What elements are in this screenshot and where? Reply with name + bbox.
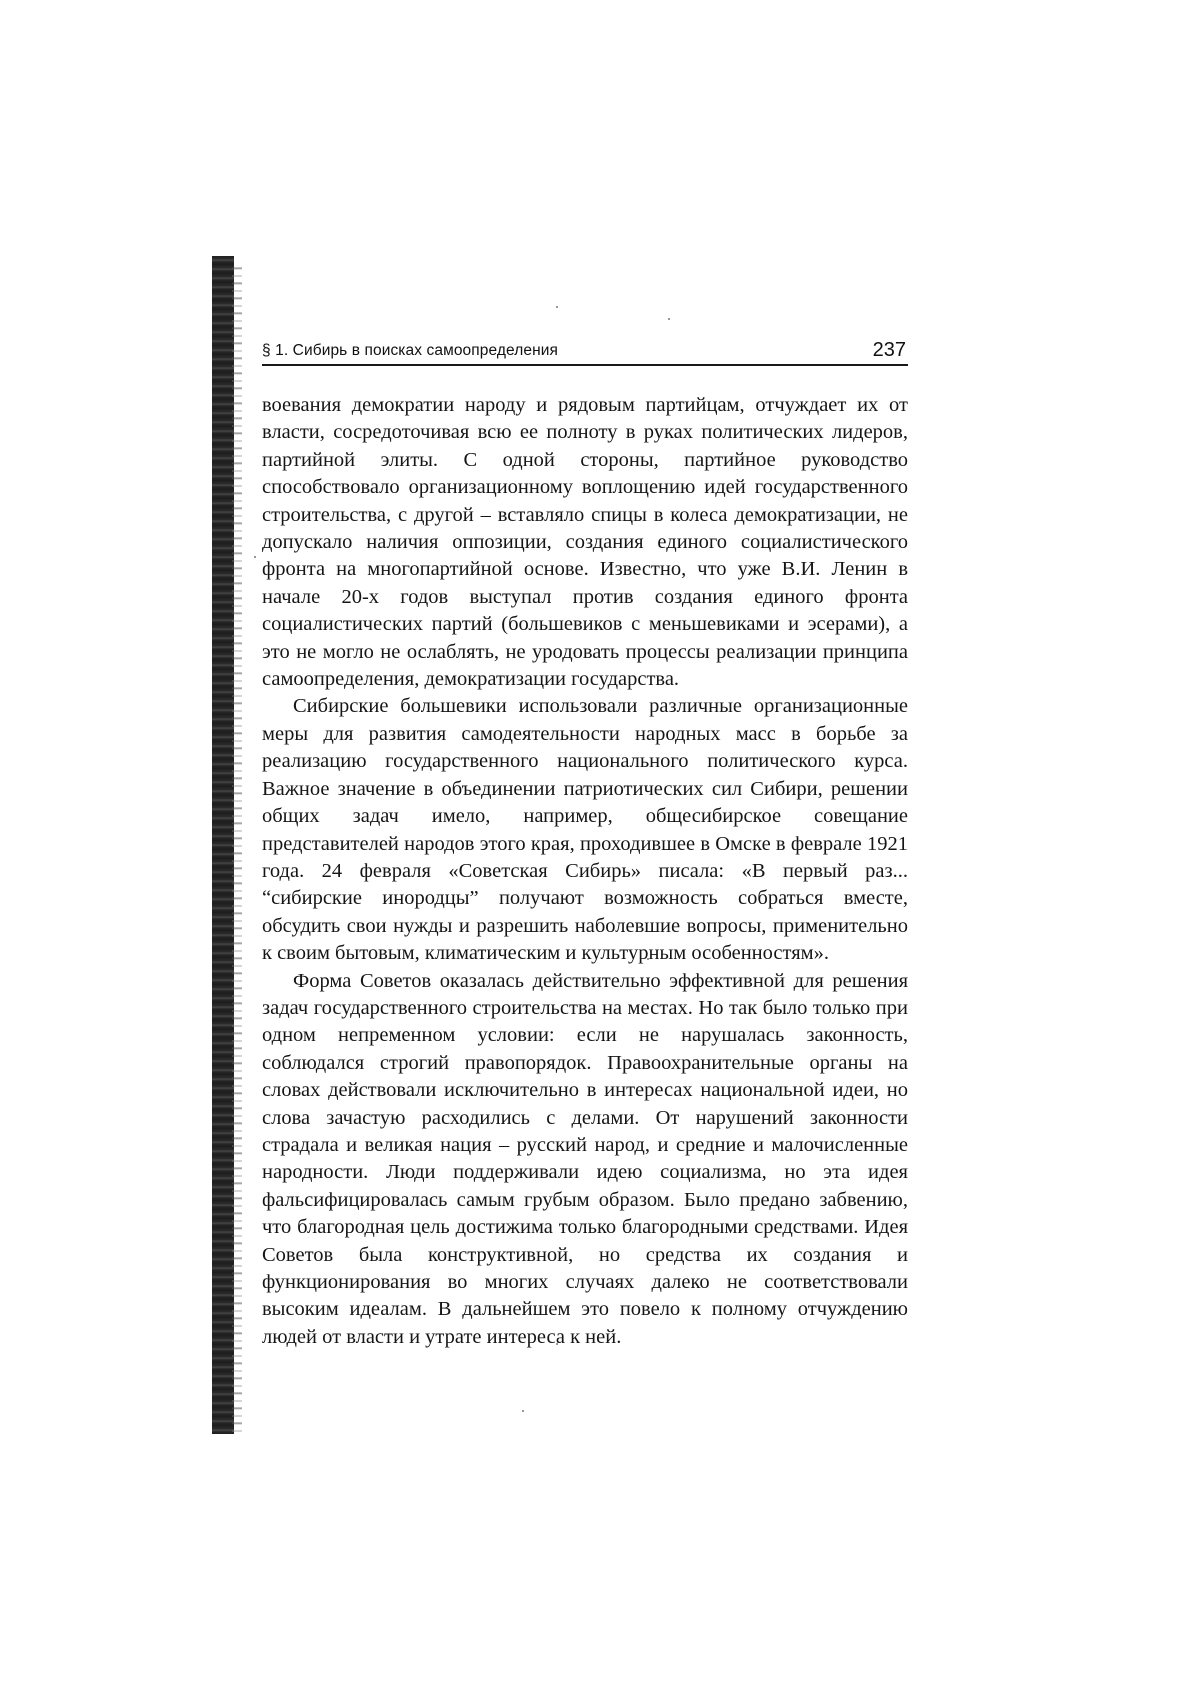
body-text: [262, 392, 908, 1351]
scan-speck: [668, 318, 670, 320]
scan-speck: [254, 556, 256, 558]
scan-speck: [556, 306, 558, 308]
scan-speck: [522, 1410, 524, 1412]
section-title: § 1. Сибирь в поисках самоопределения: [262, 342, 558, 359]
page-number: 237: [872, 339, 906, 361]
scan-binding-edge: [212, 256, 234, 1434]
running-header: [262, 336, 908, 366]
paragraph: Сибирские большевики использовали различные организационные меры для развития самодеятельности народных масс в борьбе за реализацию государственного национального политического курса. Важное значение в объединении патриотических сил Сибири, решении общих задач имело, например, общесибирское совещание представителей народов этого края, проходившее в Омске в феврале 1921 года. 24 февраля «Советская Сибирь» писала: «В первый раз... “сибирские инородцы” получают возможность собраться вместе, обсудить свои нужды и разрешить наболевшие вопросы, применительно к своим бытовым, климатическим и культурным особенностям».: [262, 695, 908, 965]
paragraph: воевания демократии народу и рядовым партийцам, отчуждает их от власти, сосредоточивая всю ее полноту в руках политических лидеров, партийной элиты. С одной стороны, партийное руководство способствовало организационному воплощению идей государственного строительства, с другой – вставляло спицы в колеса демократизации, не допускало наличия оппозиции, создания единого социалистического фронта на многопартийной основе. Известно, что уже В.И. Ленин в начале 20-х годов выступал против создания единого фронта социалистических партий (большевиков с меньшевиками и эсерами), а это не могло не ослаблять, не уродовать процессы реализации принципа самоопределения, демократизации государства.: [262, 394, 908, 691]
scan-binding-noise: [232, 262, 242, 1432]
paragraph: Форма Советов оказалась действительно эффективной для решения задач государственного строительства на местах. Но так было только при одном непременном условии: если не нарушалась законность, соблюдался строгий правопорядок. Правоохранительные органы на словах действовали исключительно в интересах национальной идеи, но слова зачастую расходились с делами. От нарушений законности страдала и великая нация – русский народ, и средние и малочисленные народности. Люди поддерживали идею социализма, но эта идея фальсифицировалась самым грубым образом. Было предано забвению, что благородная цель достижима только благородными средствами. Идея Советов была конструктивной, но средства их создания и функционирования во многих случаях далеко не соответствовали высоким идеалам. В дальнейшем это повело к полному отчуждению людей от власти и утрате интереса к ней.: [262, 969, 908, 1348]
